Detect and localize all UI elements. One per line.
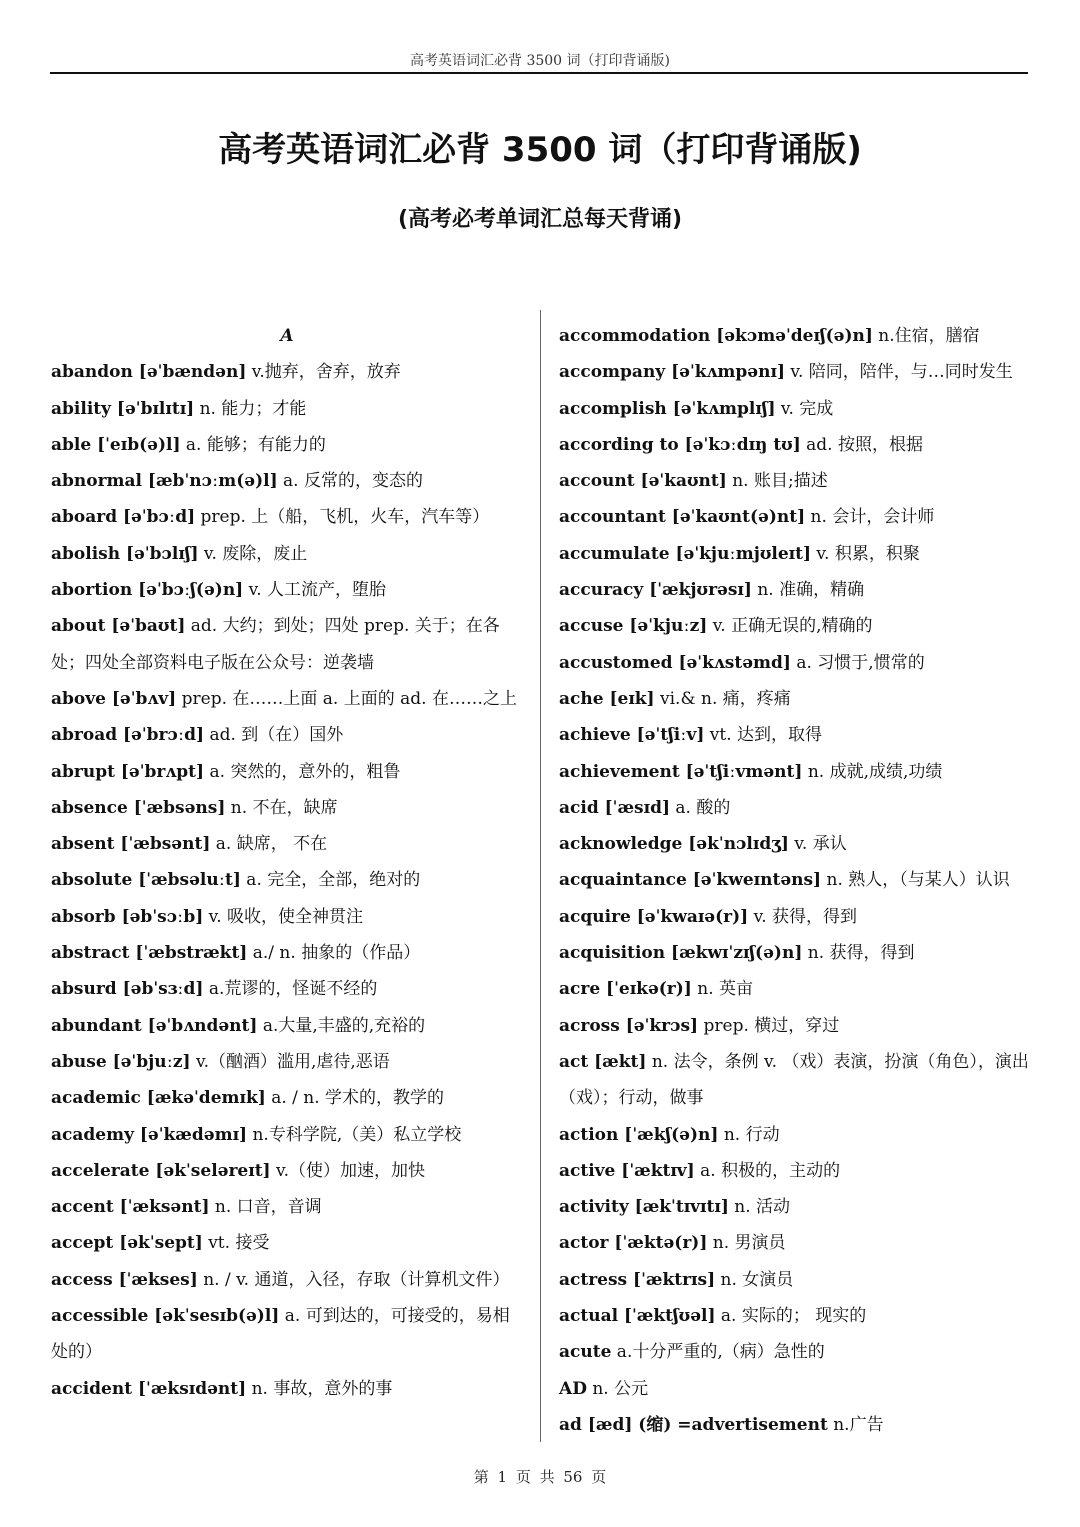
vocab-word: active [ˈæktɪv] bbox=[559, 1160, 695, 1181]
vocab-definition: n. 成就,成绩,功绩 bbox=[802, 761, 943, 782]
vocab-definition: n. 熟人，（与某人）认识 bbox=[821, 870, 1010, 891]
vocab-definition: n. 账目;描述 bbox=[726, 471, 828, 492]
vocab-definition: a. 反常的，变态的 bbox=[277, 471, 423, 492]
vocab-definition: prep. 上（船，飞机，火车，汽车等） bbox=[195, 507, 490, 528]
vocab-definition: a.十分严重的,（病）急性的 bbox=[611, 1342, 825, 1363]
vocab-word: abortion [əˈbɔːʃ(ə)n] bbox=[51, 580, 244, 601]
vocab-word: accessible [əkˈsesɪb(ə)l] bbox=[51, 1306, 280, 1327]
vocab-definition: a. 能够；有能力的 bbox=[180, 434, 326, 455]
column-divider bbox=[540, 310, 541, 1442]
vocab-entry bbox=[559, 1008, 1029, 1044]
vocab-entry bbox=[51, 391, 523, 427]
vocab-entry bbox=[51, 1117, 523, 1153]
vocab-word: academy [əˈkædəmɪ] bbox=[51, 1124, 248, 1145]
vocab-definition: vi.& n. 痛，疼痛 bbox=[654, 688, 791, 709]
vocab-definition: a. 积极的，主动的 bbox=[694, 1160, 841, 1181]
vocab-definition: n. 会计，会计师 bbox=[805, 507, 935, 528]
vocab-definition: a. 缺席， 不在 bbox=[210, 834, 328, 855]
vocab-definition: v. 承认 bbox=[788, 834, 847, 855]
vocab-word: accountant [əˈkaʊnt(ə)nt] bbox=[559, 507, 806, 528]
right-entries bbox=[559, 318, 1029, 1443]
vocab-word: aboard [əˈbɔːd] bbox=[51, 507, 196, 528]
vocab-definition: vt. 接受 bbox=[202, 1233, 270, 1254]
vocab-word: academic [ækəˈdemɪk] bbox=[51, 1088, 266, 1109]
running-header: 高考英语词汇必背 3500 词（打印背诵版) bbox=[410, 53, 670, 69]
vocab-definition: n.住宿，膳宿 bbox=[872, 326, 980, 346]
vocab-entry bbox=[559, 499, 1029, 535]
vocab-definition: n. 口音，音调 bbox=[209, 1197, 322, 1218]
vocab-definition: n. 不在，缺席 bbox=[225, 797, 338, 818]
vocab-definition: v.（酗酒）滥用,虐待,恶语 bbox=[190, 1051, 390, 1072]
vocab-definition: n. 获得，得到 bbox=[802, 943, 915, 964]
vocab-entry bbox=[559, 1044, 1029, 1117]
vocab-word: acre [ˈeɪkə(r)] bbox=[559, 979, 692, 1000]
section-letter: A bbox=[280, 326, 294, 346]
vocab-entry bbox=[51, 1262, 523, 1298]
vocab-entry bbox=[559, 318, 1029, 354]
vocab-definition: v. 吸收，使全神贯注 bbox=[203, 906, 364, 927]
vocab-word: ability [əˈbɪlɪtɪ] bbox=[51, 398, 195, 419]
vocab-entry bbox=[559, 427, 1029, 463]
vocab-entry bbox=[559, 1189, 1029, 1225]
vocab-definition: v. 正确无误的,精确的 bbox=[707, 616, 873, 637]
vocab-entry bbox=[559, 1153, 1029, 1189]
vocab-entry bbox=[51, 826, 523, 862]
vocab-word: accuse [əˈkjuːz] bbox=[559, 616, 708, 637]
vocab-entry bbox=[51, 1044, 523, 1080]
header-rule bbox=[50, 72, 1028, 74]
vocab-definition: a. 可到达的，可接受的，易相处的） bbox=[51, 1306, 510, 1363]
vocab-entry bbox=[51, 971, 523, 1007]
vocab-entry bbox=[51, 899, 523, 935]
vocab-entry bbox=[51, 463, 523, 499]
vocab-word: AD bbox=[559, 1378, 587, 1399]
vocab-word: accept [əkˈsept] bbox=[51, 1233, 203, 1254]
vocab-definition: n. 能力；才能 bbox=[194, 398, 307, 419]
vocab-entry bbox=[559, 608, 1029, 644]
vocab-word: abrupt [əˈbrʌpt] bbox=[51, 761, 205, 782]
vocab-definition: n. 活动 bbox=[728, 1197, 791, 1218]
vocab-word: above [əˈbʌv] bbox=[51, 688, 177, 709]
vocab-word: abnormal [æbˈnɔːm(ə)l] bbox=[51, 471, 278, 492]
vocab-definition: n.专科学院,（美）私立学校 bbox=[247, 1124, 462, 1145]
vocab-word: across [əˈkrɔs] bbox=[559, 1015, 699, 1036]
vocab-definition: a.大量,丰盛的,充裕的 bbox=[257, 1015, 426, 1036]
vocab-word: according to [əˈkɔːdɪŋ tʊ] bbox=[559, 434, 801, 455]
vocab-entry bbox=[51, 499, 523, 535]
vocab-word: abandon [əˈbændən] bbox=[51, 362, 247, 383]
vocab-definition: n. / v. 通道，入径，存取（计算机文件） bbox=[197, 1269, 510, 1290]
page-subtitle: (高考必考单词汇总每天背诵) bbox=[397, 207, 683, 232]
vocab-entry bbox=[51, 608, 523, 681]
vocab-word: acquisition [ækwɪˈzɪʃ(ə)n] bbox=[559, 943, 803, 964]
vocab-word: absurd [əbˈsɜːd] bbox=[51, 979, 204, 1000]
vocab-entry bbox=[559, 862, 1029, 898]
page-title: 高考英语词汇必背 3500 词（打印背诵版) bbox=[218, 130, 862, 170]
vocab-word: abundant [əˈbʌndənt] bbox=[51, 1015, 258, 1036]
vocab-entry bbox=[559, 899, 1029, 935]
vocab-definition: a. 酸的 bbox=[670, 797, 731, 818]
vocab-definition: v. 陪同，陪伴，与…同时发生 bbox=[785, 362, 1013, 383]
vocab-entry bbox=[51, 862, 523, 898]
vocab-entry bbox=[559, 1334, 1029, 1370]
vocab-word: acquaintance [əˈkweɪntəns] bbox=[559, 870, 822, 891]
vocab-word: access [ˈækses] bbox=[51, 1269, 198, 1290]
left-entries bbox=[51, 354, 523, 1407]
vocab-entry bbox=[559, 826, 1029, 862]
vocab-entry bbox=[51, 572, 523, 608]
vocab-word: acid [ˈæsɪd] bbox=[559, 797, 671, 818]
vocab-definition: a. 突然的，意外的，粗鲁 bbox=[204, 761, 401, 782]
vocab-definition: n. 法令，条例 v. （戏）表演，扮演（角色），演出（戏）；行动，做事 bbox=[559, 1051, 1029, 1109]
vocab-entry bbox=[51, 1153, 523, 1189]
vocab-definition: v.（使）加速，加快 bbox=[270, 1160, 425, 1181]
vocab-definition: v. 积累，积聚 bbox=[811, 543, 920, 564]
vocab-word: achieve [əˈtʃiːv] bbox=[559, 725, 705, 746]
vocab-word: absence [ˈæbsəns] bbox=[51, 797, 226, 818]
vocab-entry bbox=[51, 1298, 523, 1371]
vocab-entry bbox=[559, 1371, 1029, 1407]
vocab-entry bbox=[51, 717, 523, 753]
vocab-word: achievement [əˈtʃiːvmənt] bbox=[559, 761, 803, 782]
vocab-word: accustomed [əˈkʌstəmd] bbox=[559, 652, 791, 673]
vocab-entry bbox=[559, 1262, 1029, 1298]
vocab-definition: n. 事故，意外的事 bbox=[246, 1378, 393, 1399]
vocab-entry bbox=[51, 427, 523, 463]
vocab-definition: v. 完成 bbox=[775, 398, 834, 419]
vocab-word: actor [ˈæktə(r)] bbox=[559, 1233, 708, 1254]
vocab-definition: n. 女演员 bbox=[715, 1269, 794, 1290]
vocab-word: abstract [ˈæbstrækt] bbox=[51, 943, 248, 964]
vocab-definition: v. 获得，得到 bbox=[748, 906, 858, 927]
vocab-entry bbox=[559, 645, 1029, 681]
vocab-definition: a. / n. 学术的，教学的 bbox=[265, 1088, 445, 1109]
vocab-entry bbox=[51, 536, 523, 572]
vocab-word: activity [ækˈtɪvɪtɪ] bbox=[559, 1197, 729, 1218]
vocab-word: absent [ˈæbsənt] bbox=[51, 834, 211, 855]
vocab-word: about [əˈbaʊt] bbox=[51, 616, 186, 637]
vocab-word: accuracy [ˈækjʊrəsɪ] bbox=[559, 580, 752, 601]
vocab-entry bbox=[559, 1298, 1029, 1334]
vocab-entry bbox=[51, 1371, 523, 1407]
vocab-entry bbox=[51, 790, 523, 826]
vocab-definition: prep. 横过，穿过 bbox=[698, 1015, 840, 1036]
vocab-definition: vt. 达到，取得 bbox=[704, 725, 823, 746]
vocab-definition: v. 废除，废止 bbox=[198, 543, 308, 564]
vocab-word: able [ˈeɪb(ə)l] bbox=[51, 434, 181, 455]
vocab-entry bbox=[559, 354, 1029, 390]
vocab-definition: n.广告 bbox=[827, 1414, 884, 1435]
vocab-word: accomplish [əˈkʌmplɪʃ] bbox=[559, 398, 776, 419]
vocab-word: account [əˈkaʊnt] bbox=[559, 471, 727, 492]
vocab-entry bbox=[51, 681, 523, 717]
vocab-entry bbox=[51, 1225, 523, 1261]
vocab-entry bbox=[559, 717, 1029, 753]
vocab-entry bbox=[559, 1225, 1029, 1261]
vocab-entry bbox=[559, 463, 1029, 499]
vocab-entry bbox=[559, 391, 1029, 427]
vocab-definition: a. 习惯于,惯常的 bbox=[790, 652, 925, 673]
vocab-definition: a. 实际的； 现实的 bbox=[715, 1306, 867, 1327]
vocab-word: accommodation [əkɔməˈdeɪʃ(ə)n] bbox=[559, 326, 873, 346]
vocab-entry bbox=[559, 572, 1029, 608]
page-footer: 第 1 页 共 56 页 bbox=[473, 1468, 607, 1486]
vocab-entry bbox=[51, 1189, 523, 1225]
vocab-definition: n. 男演员 bbox=[707, 1233, 786, 1254]
vocab-definition: n. 准确，精确 bbox=[751, 580, 865, 601]
vocab-definition: n. 行动 bbox=[718, 1124, 780, 1145]
vocab-word: accident [ˈæksɪdənt] bbox=[51, 1378, 247, 1399]
vocab-word: accelerate [əkˈseləreɪt] bbox=[51, 1160, 271, 1181]
vocab-word: abroad [əˈbrɔːd] bbox=[51, 725, 205, 746]
vocab-definition: a. 完全，全部，绝对的 bbox=[240, 870, 421, 891]
vocab-entry bbox=[559, 1407, 1029, 1443]
vocab-word: actual [ˈæktʃʊəl] bbox=[559, 1306, 716, 1327]
vocab-word: action [ˈækʃ(ə)n] bbox=[559, 1124, 719, 1145]
vocab-word: accumulate [əˈkjuːmjʊleɪt] bbox=[559, 543, 812, 564]
vocab-definition: a.荒谬的，怪诞不经的 bbox=[203, 979, 378, 1000]
right-column bbox=[559, 318, 1029, 1443]
vocab-entry bbox=[559, 1117, 1029, 1153]
vocab-entry bbox=[559, 536, 1029, 572]
vocab-definition: n. 公元 bbox=[586, 1378, 649, 1399]
vocab-definition: v.抛弃，舍弃，放弃 bbox=[246, 362, 401, 383]
vocab-entry bbox=[51, 1080, 523, 1116]
vocab-entry bbox=[51, 754, 523, 790]
vocab-word: absolute [ˈæbsəluːt] bbox=[51, 870, 241, 891]
vocab-word: ad [æd] (缩) =advertisement bbox=[559, 1414, 828, 1435]
vocab-definition: n. 英亩 bbox=[691, 979, 754, 1000]
vocab-entry bbox=[51, 1008, 523, 1044]
vocab-definition: ad. 到（在）国外 bbox=[204, 725, 344, 746]
vocab-entry bbox=[559, 971, 1029, 1007]
vocab-entry bbox=[559, 681, 1029, 717]
vocab-word: ache [eɪk] bbox=[559, 688, 655, 709]
vocab-entry bbox=[51, 354, 523, 390]
vocab-word: act [ækt] bbox=[559, 1051, 647, 1072]
vocab-definition: ad. 大约；到处；四处 prep. 关于；在各处；四处全部资料电子版在公众号：逆袭墙 bbox=[51, 616, 500, 673]
vocab-entry bbox=[51, 935, 523, 971]
vocab-entry bbox=[559, 935, 1029, 971]
vocab-word: actress [ˈæktrɪs] bbox=[559, 1269, 716, 1290]
vocab-definition: v. 人工流产，堕胎 bbox=[243, 580, 387, 601]
vocab-definition: ad. 按照，根据 bbox=[800, 434, 923, 455]
vocab-word: abuse [əˈbjuːz] bbox=[51, 1051, 191, 1072]
vocab-word: acknowledge [əkˈnɔlɪdʒ] bbox=[559, 834, 789, 855]
vocab-definition: a./ n. 抽象的（作品） bbox=[247, 943, 421, 964]
vocab-word: acute bbox=[559, 1342, 612, 1363]
vocab-entry bbox=[559, 754, 1029, 790]
left-column bbox=[51, 318, 523, 1407]
vocab-word: absorb [əbˈsɔːb] bbox=[51, 906, 204, 927]
vocab-entry bbox=[559, 790, 1029, 826]
vocab-definition: prep. 在……上面 a. 上面的 ad. 在……之上 bbox=[176, 688, 517, 709]
vocab-word: acquire [əˈkwaɪə(r)] bbox=[559, 906, 749, 927]
vocab-word: accent [ˈæksənt] bbox=[51, 1197, 210, 1218]
vocab-word: abolish [əˈbɔlɪʃ] bbox=[51, 543, 199, 564]
vocab-word: accompany [əˈkʌmpənɪ] bbox=[559, 362, 785, 383]
